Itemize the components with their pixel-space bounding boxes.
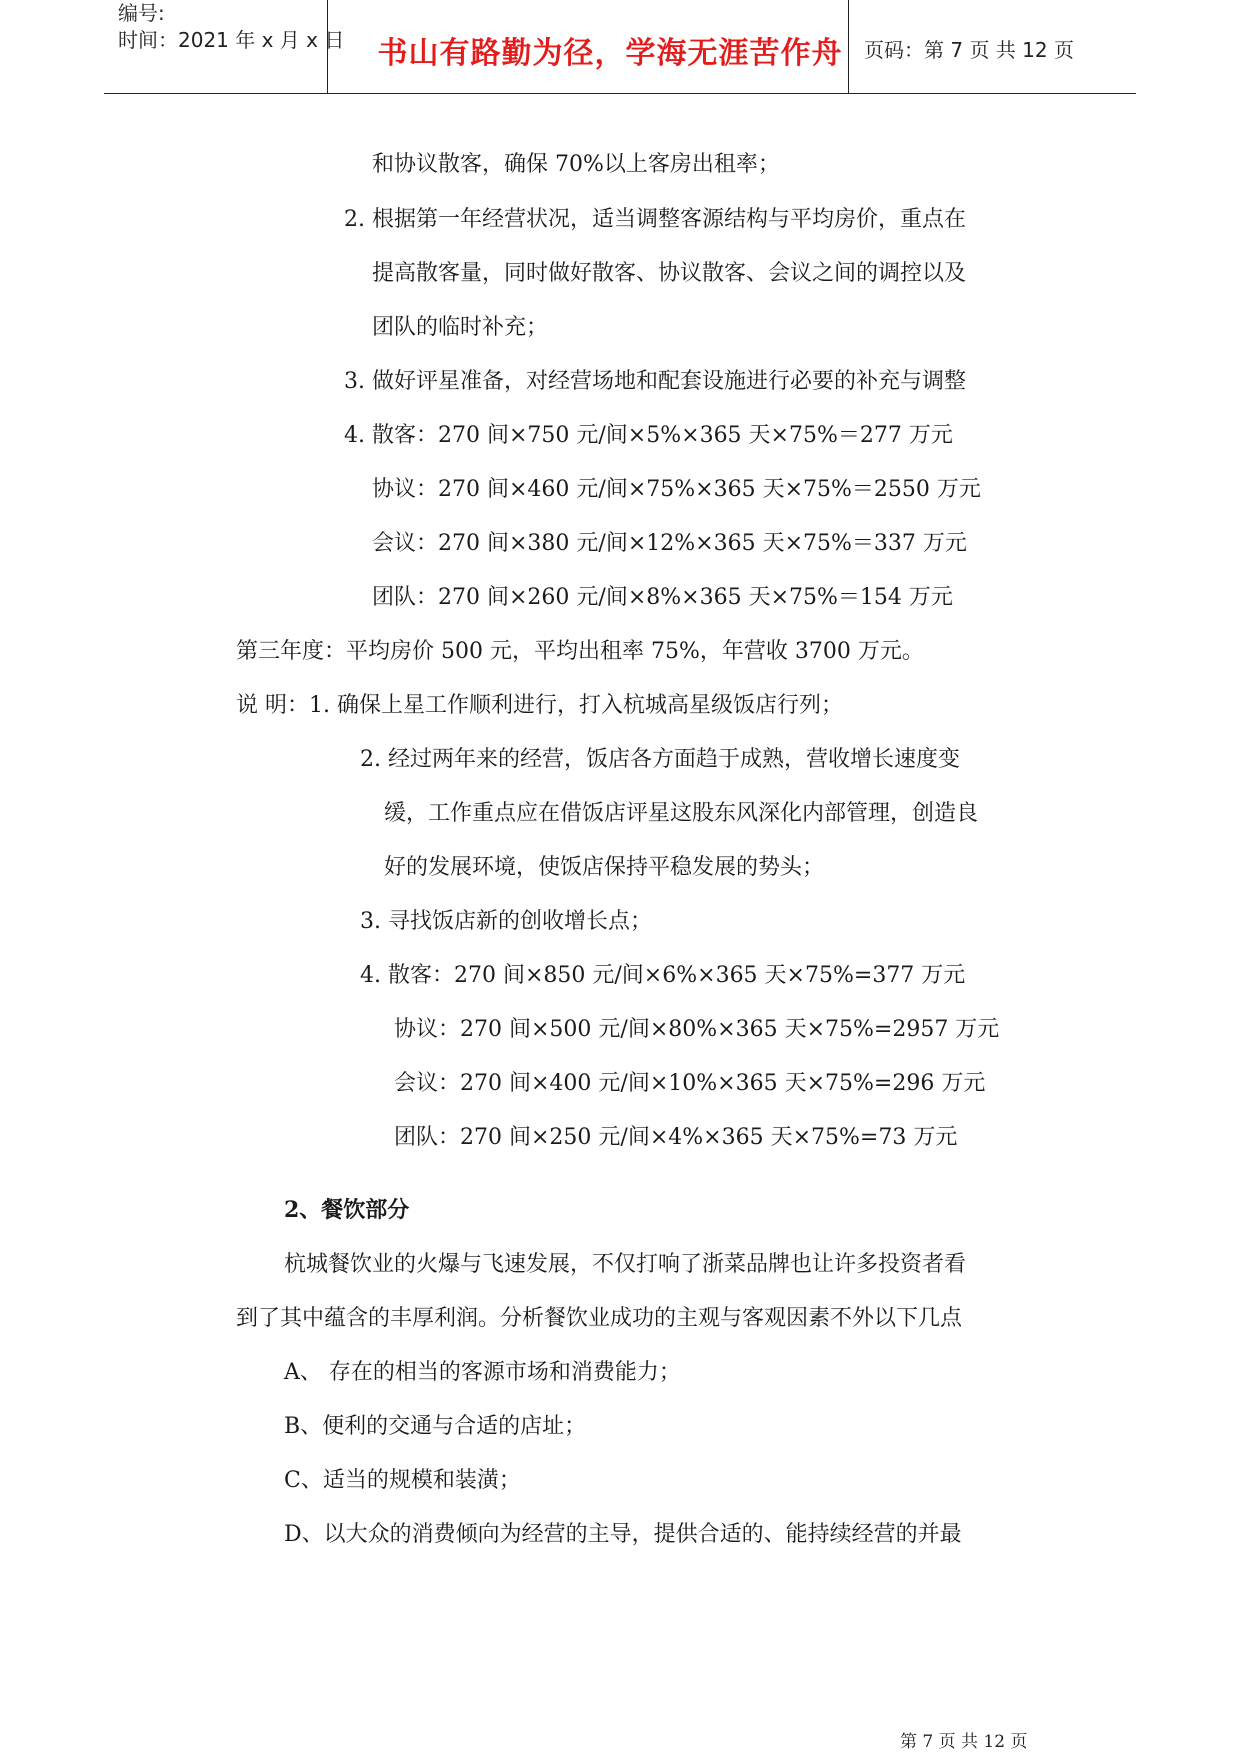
text-line: B、便利的交通与合适的店址； — [284, 1414, 587, 1439]
text-line: D、以大众的消费倾向为经营的主导，提供合适的、能持续经营的并最 — [284, 1522, 962, 1547]
text-line: 2. 根据第一年经营状况，适当调整客源结构与平均房价，重点在 — [344, 207, 966, 232]
text-line: 和协议散客，确保 70%以上客房出租率； — [372, 152, 780, 177]
text-line: C、适当的规模和装潢； — [284, 1468, 521, 1493]
header-divider — [327, 0, 328, 93]
text-line: 4. 散客：270 间×850 元/间×6%×365 天×75%=377 万元 — [360, 963, 966, 988]
text-line: A、 存在的相当的客源市场和消费能力； — [284, 1360, 681, 1385]
text-line: 会议：270 间×380 元/间×12%×365 天×75%＝337 万元 — [372, 531, 967, 556]
text-line: 团队的临时补充； — [372, 315, 549, 340]
text-line: 3. 寻找饭店新的创收增长点； — [360, 909, 652, 934]
text-line: 团队：270 间×260 元/间×8%×365 天×75%＝154 万元 — [372, 585, 953, 610]
header-motto: 书山有路勤为径，学海无涯苦作舟 — [377, 36, 843, 71]
text-line: 缓，工作重点应在借饭店评星这股东风深化内部管理，创造良 — [384, 801, 979, 826]
page-footer: 第 7 页 共 12 页 — [900, 1732, 1028, 1752]
number-label: 编号: — [118, 1, 165, 25]
text-line: 团队：270 间×250 元/间×4%×365 天×75%=73 万元 — [394, 1125, 958, 1150]
section-heading: 2、餐饮部分 — [284, 1197, 410, 1223]
text-line: 2. 经过两年来的经营，饭店各方面趋于成熟，营收增长速度变 — [360, 747, 960, 772]
text-line: 到了其中蕴含的丰厚利润。分析餐饮业成功的主观与客观因素不外以下几点 — [236, 1306, 963, 1331]
time-label: 时间：2021 年 x 月 x 日 — [118, 28, 345, 52]
text-line: 3. 做好评星准备，对经营场地和配套设施进行必要的补充与调整 — [344, 369, 966, 394]
text-line: 杭城餐饮业的火爆与飞速发展，不仅打响了浙菜品牌也让许多投资者看 — [284, 1252, 967, 1277]
text-line: 第三年度：平均房价 500 元，平均出租率 75%，年营收 3700 万元。 — [236, 639, 924, 664]
text-line: 提高散客量，同时做好散客、协议散客、会议之间的调控以及 — [372, 261, 967, 286]
text-line: 会议：270 间×400 元/间×10%×365 天×75%=296 万元 — [394, 1071, 986, 1096]
text-line: 协议：270 间×500 元/间×80%×365 天×75%=2957 万元 — [394, 1017, 1000, 1042]
header-meta — [118, 0, 344, 54]
header-divider — [848, 0, 849, 93]
header-page-info: 页码：第 7 页 共 12 页 — [864, 38, 1074, 62]
text-line: 4. 散客：270 间×750 元/间×5%×365 天×75%＝277 万元 — [344, 423, 953, 448]
text-line: 好的发展环境，使饭店保持平稳发展的势头； — [384, 855, 825, 880]
text-line: 说 明：1. 确保上星工作顺利进行，打入杭城高星级饭店行列； — [236, 693, 843, 718]
text-line: 协议：270 间×460 元/间×75%×365 天×75%＝2550 万元 — [372, 477, 981, 502]
page-header — [104, 0, 1136, 94]
